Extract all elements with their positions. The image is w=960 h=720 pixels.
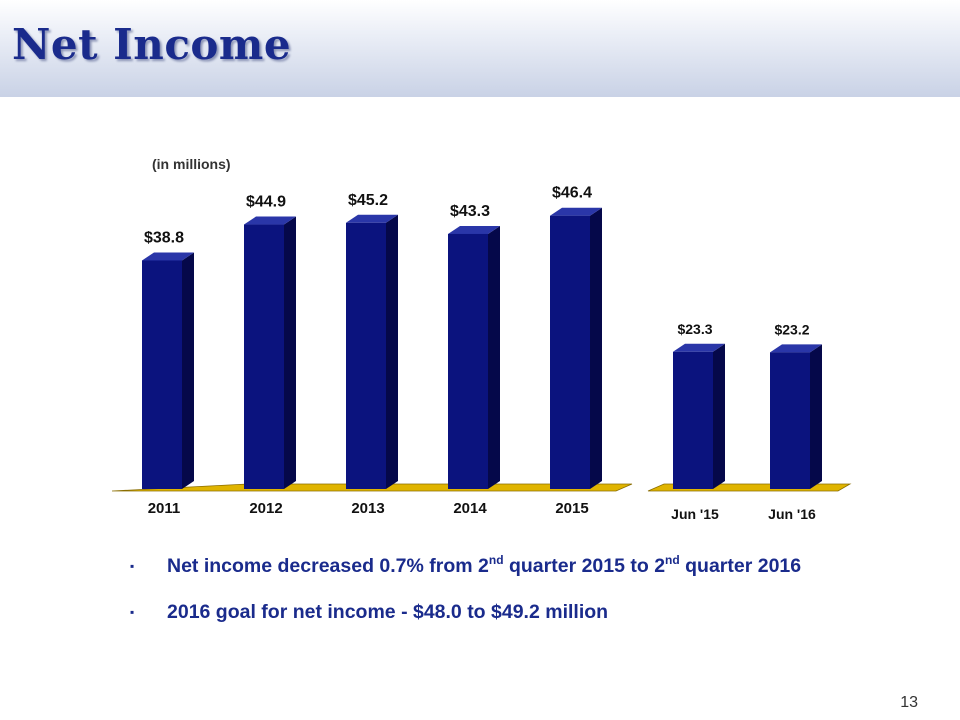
bullet-text-part: quarter 2015 to 2	[503, 555, 666, 577]
bullet-list	[130, 550, 830, 642]
bar-side	[284, 217, 296, 489]
bar-side	[810, 344, 822, 489]
bullet-marker: ▪	[130, 605, 135, 619]
bar	[770, 352, 810, 489]
bar	[142, 260, 182, 489]
x-tick-label: 2014	[453, 500, 487, 517]
bullet-text: 2016 goal for net income - $48.0 to $49.2 million	[167, 601, 609, 623]
units-note: (in millions)	[152, 156, 231, 172]
bar	[550, 216, 590, 489]
x-tick-label: 2015	[555, 500, 589, 517]
x-tick-label: 2011	[147, 500, 181, 517]
data-label: $23.2	[774, 321, 810, 338]
bar-side	[713, 344, 725, 489]
bullet-text-part: Net income decreased 0.7% from 2	[167, 555, 489, 577]
data-label: $45.2	[347, 191, 389, 209]
ordinal-suffix: nd	[488, 553, 504, 567]
x-tick-label: 2013	[351, 500, 385, 517]
bar-side	[386, 215, 398, 489]
bar-side	[488, 226, 500, 489]
ordinal-suffix: nd	[665, 553, 680, 567]
x-tick-label: Jun '15	[671, 506, 719, 522]
data-label: $44.9	[245, 193, 287, 211]
bar	[673, 352, 713, 489]
page-number: 13	[900, 694, 918, 711]
bullet-text-part: quarter 2016	[679, 555, 802, 577]
data-label: $23.3	[677, 320, 713, 337]
page-title: Net Income	[12, 20, 292, 69]
data-label: $46.4	[551, 184, 593, 202]
bullet-marker: ▪	[130, 559, 135, 573]
bar-side	[590, 208, 602, 489]
bar	[448, 234, 488, 489]
bar	[346, 223, 386, 489]
bullet-item-goal	[130, 596, 830, 628]
x-tick-label: Jun '16	[768, 506, 816, 522]
bar-side	[182, 252, 194, 489]
bar	[244, 225, 284, 489]
bullet-item-net-income-change	[130, 550, 830, 582]
x-tick-label: 2012	[249, 500, 283, 517]
data-label: $43.3	[449, 202, 491, 220]
data-label: $38.8	[143, 229, 185, 247]
